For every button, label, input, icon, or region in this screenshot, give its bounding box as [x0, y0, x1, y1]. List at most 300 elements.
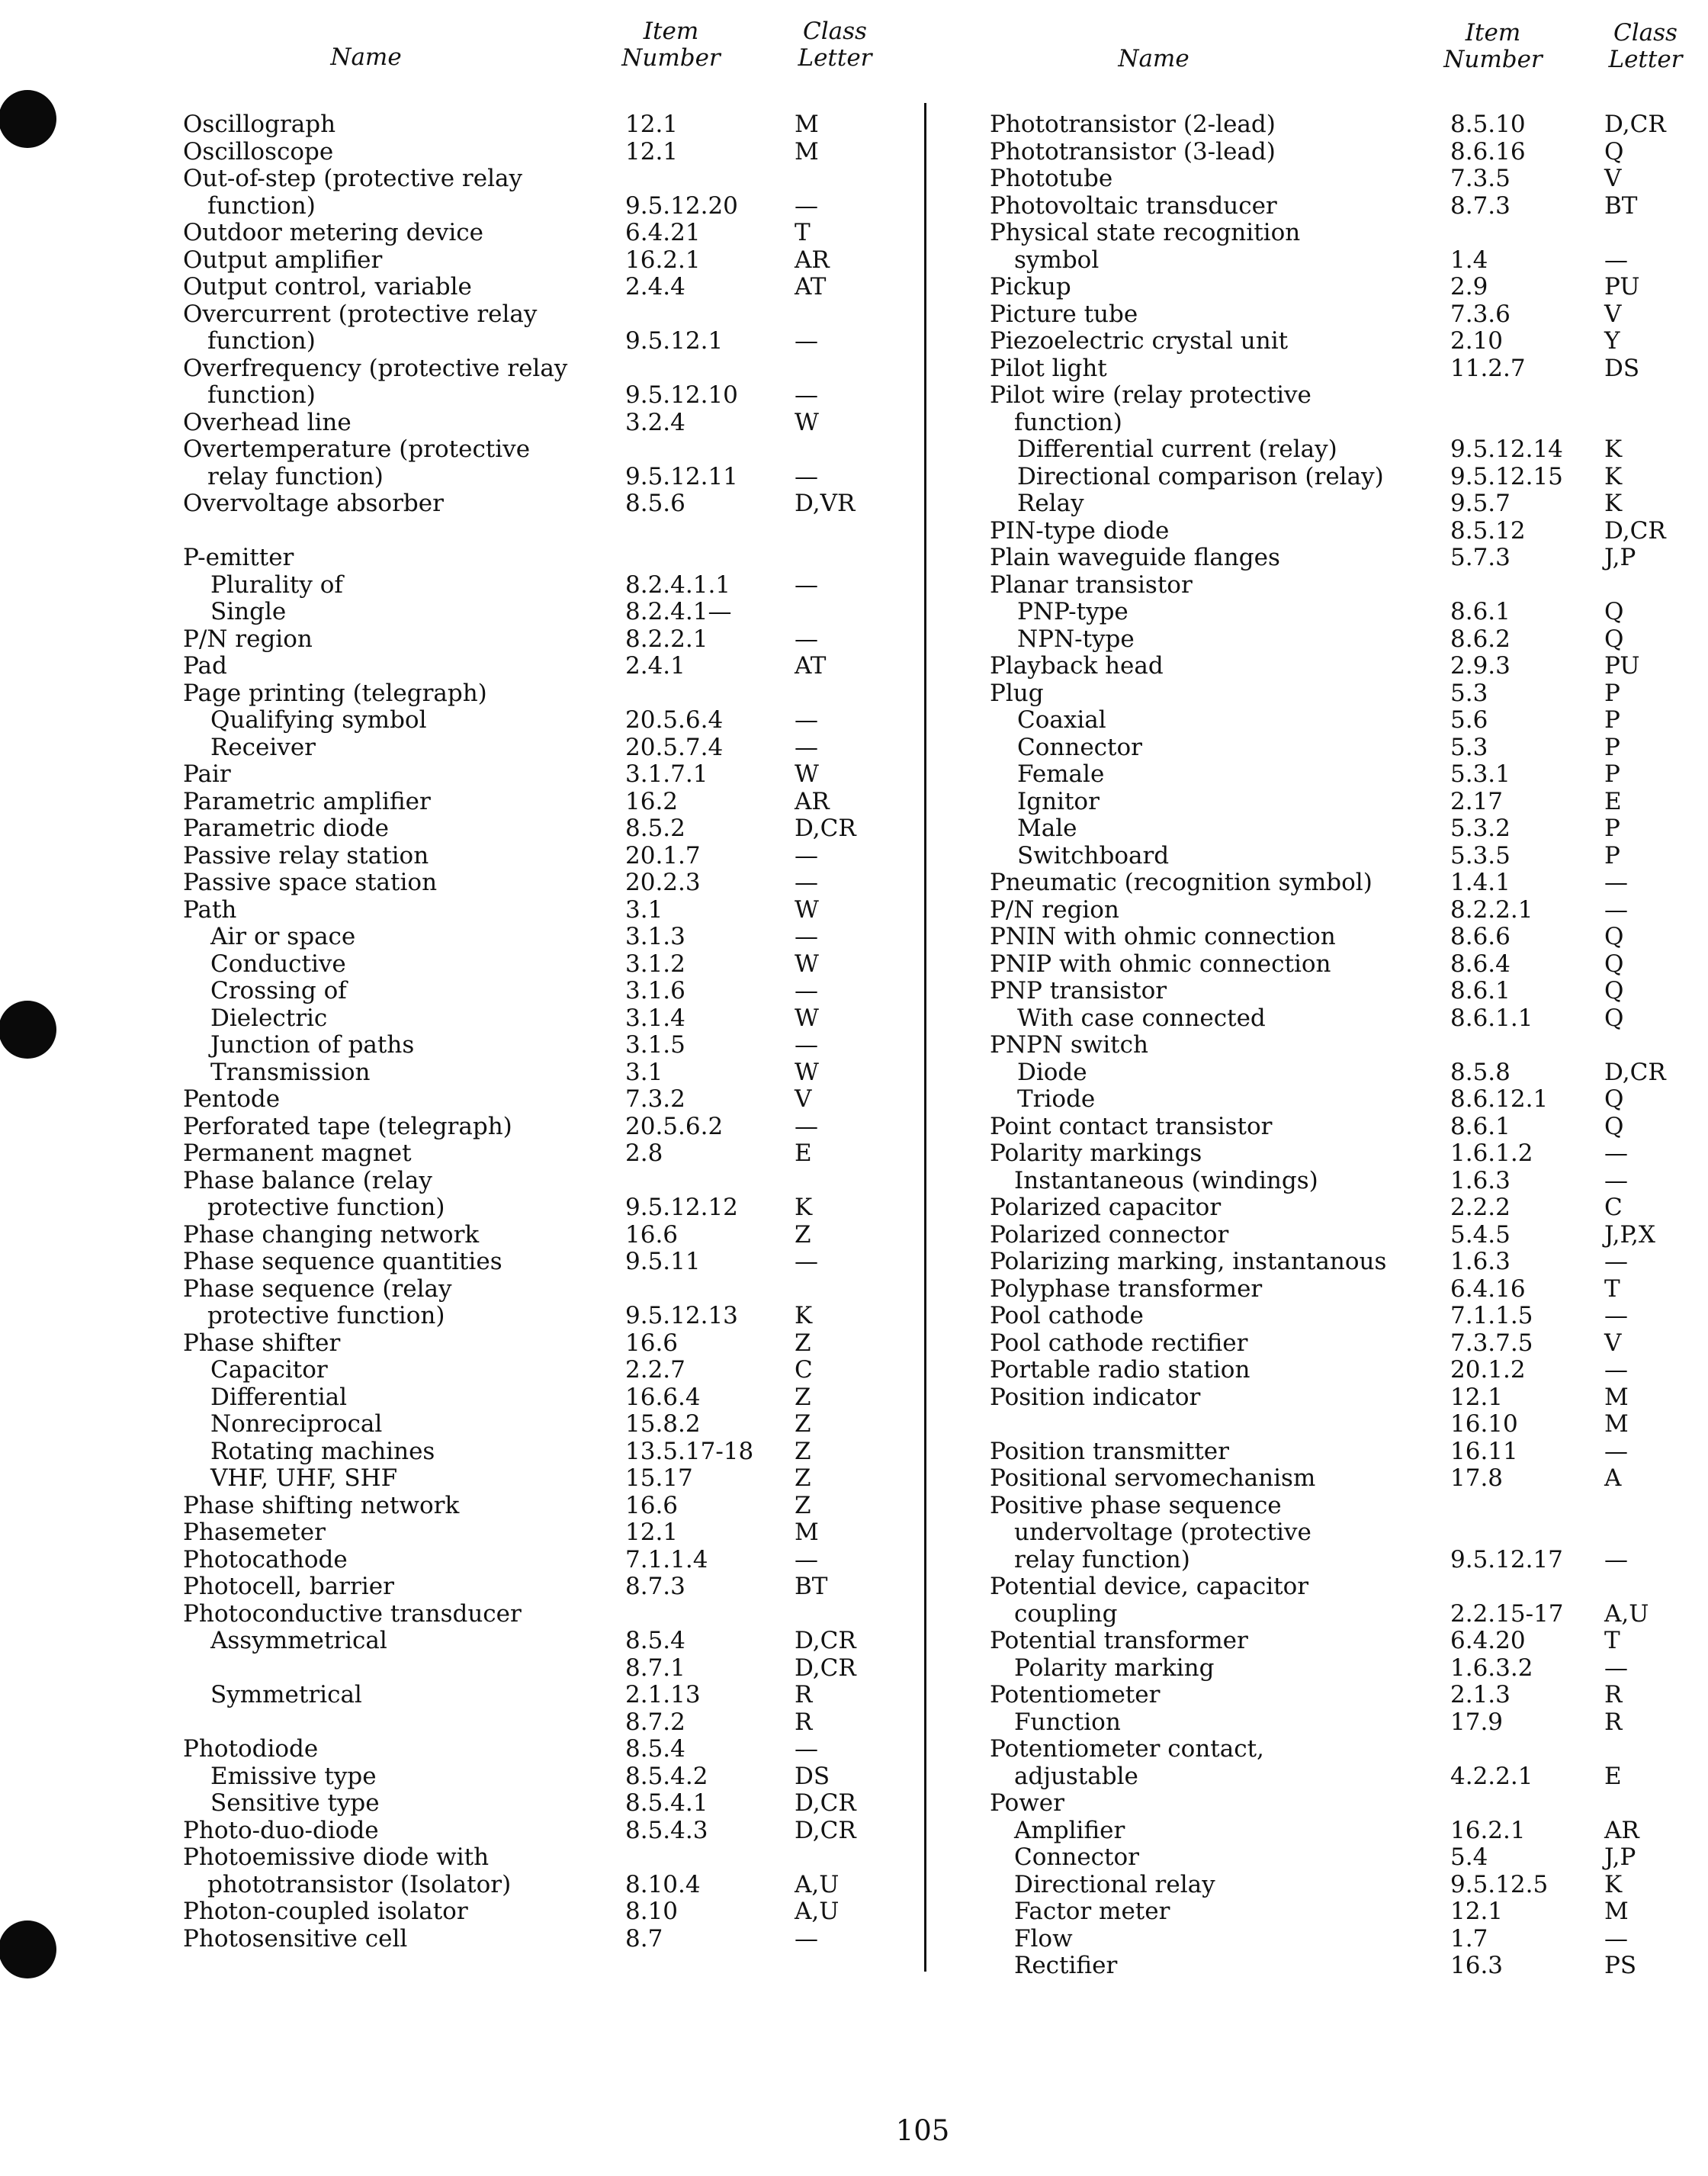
class-letter: —: [1604, 1545, 1628, 1573]
entry-name: Position indicator: [990, 1383, 1201, 1411]
table-row: [990, 1818, 1695, 1845]
left-entry-list: [183, 111, 884, 1953]
item-number: 7.3.6: [1450, 300, 1511, 328]
item-number: 20.1.2: [1450, 1356, 1526, 1384]
item-number: 11.2.7: [1450, 354, 1526, 382]
entry-name: PNP-type: [1017, 598, 1128, 625]
entry-name: Photocell, barrier: [183, 1573, 394, 1600]
class-letter: Z: [795, 1383, 811, 1411]
item-number: 5.4: [1450, 1843, 1488, 1871]
left-column: [183, 15, 884, 1953]
class-letter: —: [1604, 1139, 1628, 1167]
class-letter: R: [1604, 1708, 1623, 1736]
class-letter: —: [795, 1924, 818, 1953]
table-row: [990, 761, 1695, 789]
class-letter: —: [795, 1112, 818, 1140]
table-row: [183, 1872, 884, 1899]
table-row: [183, 1573, 884, 1601]
class-letter: J,P: [1604, 544, 1636, 571]
item-number: 2.2.7: [625, 1356, 685, 1384]
class-letter: —: [1604, 1166, 1628, 1194]
table-row: [183, 626, 884, 654]
entry-name: P-emitter: [183, 544, 294, 571]
item-number: 5.6: [1450, 706, 1488, 734]
class-letter: Q: [1604, 923, 1624, 950]
class-letter: —: [1604, 869, 1628, 896]
entry-name: Rotating machines: [210, 1437, 435, 1465]
table-row: [183, 1818, 884, 1845]
item-number: 1.6.3: [1450, 1248, 1511, 1275]
entry-name: Pickup: [990, 273, 1071, 301]
class-letter: BT: [1604, 191, 1638, 220]
class-letter: —: [795, 977, 818, 1004]
table-row: [990, 1926, 1695, 1953]
table-row: [990, 490, 1695, 518]
item-number: 16.2.1: [1450, 1816, 1526, 1844]
entry-name: Photon-coupled isolator: [183, 1898, 468, 1925]
item-number: 1.6.3: [1450, 1166, 1511, 1194]
class-letter: M: [1604, 1410, 1629, 1438]
table-row: [990, 1872, 1695, 1899]
entry-name: Pentode: [183, 1085, 281, 1113]
table-row: [990, 1953, 1695, 1980]
table-row: [990, 1005, 1695, 1033]
table-row: [183, 1926, 884, 1953]
entry-name: P/N region: [183, 625, 313, 653]
class-letter: —: [795, 327, 818, 355]
entry-name: relay function): [207, 462, 384, 490]
class-letter: D,CR: [795, 1627, 856, 1654]
class-letter: Q: [1604, 1004, 1624, 1032]
item-number: 2.9.3: [1450, 652, 1511, 680]
table-row: [990, 1655, 1695, 1683]
item-number: 5.7.3: [1450, 544, 1511, 571]
class-letter: —: [795, 191, 818, 220]
entry-name: Junction of paths: [210, 1031, 415, 1059]
item-number: 15.8.2: [625, 1410, 701, 1438]
class-letter: V: [795, 1085, 812, 1113]
table-row: [183, 220, 884, 247]
item-number: 8.2.2.1: [625, 625, 708, 653]
item-number: 3.1.4: [625, 1004, 685, 1032]
table-row: [990, 1330, 1695, 1358]
class-letter: T: [1604, 1274, 1620, 1303]
entry-name: Amplifier: [1014, 1816, 1125, 1844]
table-row: [183, 761, 884, 789]
table-row: [183, 1709, 884, 1737]
entry-name: Polarity marking: [1014, 1654, 1215, 1682]
table-row: [183, 518, 884, 545]
item-number: 2.9: [1450, 273, 1488, 301]
class-letter: —: [795, 625, 818, 653]
table-row: [990, 1086, 1695, 1114]
table-row: [990, 978, 1695, 1005]
entry-name: Polarized connector: [990, 1220, 1229, 1249]
class-letter: —: [795, 923, 818, 950]
entry-name: Phototransistor (3-lead): [990, 137, 1276, 166]
item-number: 8.5.6: [625, 490, 685, 517]
class-letter: AT: [795, 652, 827, 680]
entry-name: Polyphase transformer: [990, 1274, 1263, 1303]
table-row: [990, 301, 1695, 329]
item-number: 2.4.4: [625, 273, 685, 301]
item-number: 8.5.12: [1450, 516, 1526, 545]
class-letter: PU: [1604, 652, 1640, 680]
table-row: [990, 355, 1695, 383]
item-number: 12.1: [1450, 1898, 1504, 1925]
table-row: [183, 1682, 884, 1709]
entry-name: Position transmitter: [990, 1437, 1229, 1465]
item-header-line2: Number: [621, 44, 721, 72]
entry-name: Potentiometer: [990, 1681, 1161, 1708]
class-letter: PS: [1604, 1952, 1637, 1979]
class-letter: P: [1604, 815, 1620, 842]
entry-name: Piezoelectric crystal unit: [990, 327, 1289, 355]
item-number: 8.5.10: [1450, 111, 1526, 138]
class-letter: —: [1604, 1924, 1628, 1953]
class-letter: —: [1604, 1302, 1628, 1329]
class-letter: V: [1604, 1329, 1622, 1357]
entry-name: Pneumatic (recognition symbol): [990, 869, 1372, 896]
entry-name: Parametric amplifier: [183, 787, 431, 815]
item-number: 8.2.4.1.1: [625, 571, 731, 599]
class-letter: BT: [795, 1573, 828, 1600]
item-number: 8.6.6: [1450, 923, 1511, 950]
class-letter: K: [1604, 490, 1623, 517]
table-row: [990, 1790, 1695, 1818]
entry-name: Assymmetrical: [210, 1627, 387, 1654]
item-number: 8.5.4: [625, 1735, 685, 1763]
table-row: [990, 1059, 1695, 1087]
table-row: [183, 1844, 884, 1872]
class-letter: D,CR: [1604, 516, 1666, 545]
class-letter: Q: [1604, 950, 1624, 978]
entry-name: Ignitor: [1017, 787, 1100, 815]
entry-name: PIN-type diode: [990, 516, 1170, 545]
class-letter: M: [795, 1519, 819, 1546]
table-row: [183, 1601, 884, 1628]
entry-name: phototransistor (Isolator): [207, 1870, 512, 1898]
item-number: 5.3: [1450, 733, 1488, 761]
table-row: [183, 1357, 884, 1384]
item-number: 8.2.2.1: [1450, 895, 1533, 924]
entry-name: function): [207, 191, 316, 220]
entry-name: Factor meter: [1014, 1898, 1170, 1925]
class-letter: —: [795, 1735, 818, 1763]
table-row: [183, 1005, 884, 1033]
item-number: 8.6.4: [1450, 950, 1511, 978]
entry-name: Potential transformer: [990, 1627, 1248, 1654]
entry-name: Path: [183, 895, 237, 924]
class-letter: A: [1604, 1464, 1622, 1492]
entry-name: Relay: [1017, 490, 1084, 517]
entry-name: Female: [1017, 760, 1105, 788]
entry-name: Phase sequence (relay: [183, 1274, 452, 1303]
name-header: Name: [1118, 45, 1190, 72]
table-row: [183, 301, 884, 329]
table-row: [183, 328, 884, 355]
item-number: 8.2.4.1—: [625, 598, 732, 625]
item-number: 16.6: [625, 1329, 679, 1357]
table-row: [990, 572, 1695, 599]
table-row: [183, 978, 884, 1005]
class-letter: D,CR: [795, 1789, 856, 1817]
entry-name: relay function): [1014, 1545, 1190, 1573]
entry-name: Overfrequency (protective relay: [183, 354, 568, 382]
class-header-line1: Class: [1613, 19, 1678, 47]
class-letter: E: [795, 1139, 812, 1167]
class-letter: AT: [795, 273, 827, 301]
table-row: [990, 1222, 1695, 1249]
page-number: 105: [895, 2114, 950, 2147]
entry-name: Photovoltaic transducer: [990, 191, 1277, 220]
entry-name: Plurality of: [210, 571, 343, 599]
item-number: 16.6.4: [625, 1383, 701, 1411]
entry-name: Potentiometer contact,: [990, 1735, 1264, 1763]
entry-name: Photoconductive transducer: [183, 1599, 522, 1628]
table-row: [183, 1898, 884, 1926]
table-row: [183, 1249, 884, 1276]
item-number: 20.5.7.4: [625, 733, 724, 761]
table-row: [183, 1655, 884, 1683]
entry-name: Passive space station: [183, 869, 438, 896]
class-letter: M: [795, 111, 819, 138]
table-row: [183, 734, 884, 762]
item-header-line1: Item: [1465, 19, 1521, 47]
entry-name: PNIN with ohmic connection: [990, 923, 1336, 950]
table-row: [183, 1411, 884, 1438]
entry-name: Conductive: [210, 950, 346, 978]
item-number: 8.7.3: [1450, 191, 1511, 220]
item-number: 9.5.12.15: [1450, 462, 1563, 490]
class-letter: AR: [1604, 1816, 1639, 1844]
table-row: [990, 328, 1695, 355]
class-letter: W: [795, 895, 819, 924]
table-row: [990, 789, 1695, 816]
item-number: 16.11: [1450, 1437, 1518, 1465]
table-row: [183, 436, 884, 464]
entry-name: Flow: [1014, 1924, 1073, 1953]
table-row: [183, 355, 884, 383]
table-row: [183, 1763, 884, 1791]
table-row: [990, 1303, 1695, 1330]
item-number: 3.1: [625, 1058, 663, 1086]
item-number: 7.1.1.4: [625, 1545, 708, 1573]
item-number: 8.10.4: [625, 1870, 701, 1898]
class-letter: J,P: [1604, 1843, 1636, 1871]
entry-name: Picture tube: [990, 300, 1138, 328]
table-row: [990, 1547, 1695, 1574]
item-number: 3.2.4: [625, 408, 685, 436]
entry-name: Photo-duo-diode: [183, 1816, 379, 1844]
item-number: 20.5.6.2: [625, 1112, 724, 1140]
table-row: [183, 1330, 884, 1358]
entry-name: Nonreciprocal: [210, 1410, 383, 1438]
item-number: 16.6: [625, 1220, 679, 1249]
table-row: [183, 1222, 884, 1249]
table-row: [990, 1709, 1695, 1737]
table-row: [990, 897, 1695, 924]
table-row: [183, 1140, 884, 1168]
table-row: [990, 1384, 1695, 1412]
class-letter: T: [1604, 1627, 1620, 1654]
table-row: [990, 1438, 1695, 1466]
item-number: 3.1.5: [625, 1031, 685, 1059]
table-row: [990, 1411, 1695, 1438]
table-row: [990, 1276, 1695, 1303]
table-row: [990, 951, 1695, 979]
item-number: 8.7: [625, 1924, 663, 1953]
entry-name: Instantaneous (windings): [1014, 1166, 1318, 1194]
item-number: 20.5.6.4: [625, 706, 724, 734]
item-number: 1.7: [1450, 1924, 1488, 1953]
item-number: 8.7.3: [625, 1573, 685, 1600]
item-number: 16.2: [625, 787, 679, 815]
item-number: 6.4.21: [625, 219, 701, 246]
item-number: 1.4: [1450, 246, 1488, 274]
table-row: [990, 545, 1695, 572]
class-letter: —: [795, 381, 818, 409]
item-number: 8.5.4: [625, 1627, 685, 1654]
entry-name: Air or space: [210, 923, 356, 950]
class-letter: T: [795, 219, 811, 246]
class-letter: D,CR: [1604, 111, 1666, 138]
item-number: 1.6.3.2: [1450, 1654, 1533, 1682]
item-number: 8.5.4.3: [625, 1816, 708, 1844]
item-number: 7.1.1.5: [1450, 1302, 1533, 1329]
entry-name: Positive phase sequence: [990, 1491, 1282, 1519]
table-row: [183, 490, 884, 518]
entry-name: protective function): [207, 1302, 445, 1329]
item-number: 20.2.3: [625, 869, 701, 896]
table-row: [990, 274, 1695, 301]
class-letter: —: [795, 733, 818, 761]
entry-name: Potential device, capacitor: [990, 1573, 1309, 1600]
table-row: [183, 680, 884, 708]
item-number: 3.1: [625, 895, 663, 924]
class-letter: P: [1604, 706, 1620, 734]
item-number: 15.17: [625, 1464, 693, 1492]
item-number: 3.1.3: [625, 923, 685, 950]
table-row: [183, 410, 884, 437]
class-letter: A,U: [1604, 1599, 1649, 1628]
class-letter: —: [795, 841, 818, 869]
item-number: 9.5.7: [1450, 490, 1511, 517]
item-number: 2.17: [1450, 787, 1504, 815]
item-number: 2.10: [1450, 327, 1504, 355]
item-number: 9.5.12.10: [625, 381, 738, 409]
entry-name: PNPN switch: [990, 1031, 1148, 1059]
class-letter: Z: [795, 1410, 811, 1438]
class-letter: K: [795, 1302, 813, 1329]
table-row: [990, 1249, 1695, 1276]
item-number: 8.10: [625, 1898, 679, 1925]
item-number: 16.10: [1450, 1410, 1518, 1438]
class-letter: A,U: [795, 1870, 840, 1898]
table-row: [183, 599, 884, 626]
entry-name: Out-of-step (protective relay: [183, 165, 522, 192]
table-row: [183, 382, 884, 410]
class-letter: D,CR: [1604, 1058, 1666, 1086]
table-row: [183, 1736, 884, 1763]
class-letter: W: [795, 950, 819, 978]
class-letter: Q: [1604, 977, 1624, 1004]
item-number: 17.8: [1450, 1464, 1504, 1492]
entry-name: Pilot light: [990, 354, 1107, 382]
entry-name: Dielectric: [210, 1004, 328, 1032]
entry-name: Rectifier: [1014, 1952, 1118, 1979]
table-row: [183, 815, 884, 843]
class-letter: E: [1604, 787, 1622, 815]
item-number: 9.5.12.1: [625, 327, 724, 355]
entry-name: Photosensitive cell: [183, 1924, 408, 1953]
class-letter: Z: [795, 1220, 811, 1249]
table-row: [990, 1032, 1695, 1059]
table-row: [990, 464, 1695, 491]
entry-name: Oscillograph: [183, 111, 336, 138]
entry-name: NPN-type: [1017, 625, 1135, 653]
item-number: 4.2.2.1: [1450, 1762, 1533, 1790]
entry-name: Male: [1017, 815, 1077, 842]
item-number: 13.5.17-18: [625, 1437, 754, 1465]
entry-name: Capacitor: [210, 1356, 328, 1384]
class-letter: P: [1604, 760, 1620, 788]
table-row: [183, 1086, 884, 1114]
entry-name: Polarizing marking, instantanous: [990, 1248, 1387, 1275]
table-row: [990, 1519, 1695, 1547]
entry-name: Positional servomechanism: [990, 1464, 1316, 1492]
entry-name: Crossing of: [210, 977, 347, 1004]
class-letter: —: [1604, 1248, 1628, 1275]
table-row: [990, 1898, 1695, 1926]
table-row: [183, 951, 884, 979]
table-row: [183, 707, 884, 734]
entry-name: Parametric diode: [183, 815, 390, 842]
entry-name: Differential current (relay): [1017, 436, 1337, 463]
table-row: [183, 166, 884, 193]
item-number: 9.5.12.11: [625, 462, 738, 490]
entry-name: Overtemperature (protective: [183, 436, 531, 463]
class-letter: —: [1604, 1654, 1628, 1682]
class-letter: Z: [795, 1437, 811, 1465]
class-letter: C: [1604, 1194, 1623, 1221]
table-row: [183, 274, 884, 301]
table-row: [183, 1438, 884, 1466]
table-row: [990, 436, 1695, 464]
table-row: [183, 1465, 884, 1493]
entry-name: Pilot wire (relay protective: [990, 381, 1312, 409]
entry-name: Phototube: [990, 165, 1113, 192]
class-letter: —: [1604, 246, 1628, 274]
class-letter: Z: [795, 1464, 811, 1492]
table-row: [990, 599, 1695, 626]
item-number: 9.5.12.5: [1450, 1870, 1549, 1898]
class-letter: Q: [1604, 598, 1624, 625]
item-number: 2.2.15-17: [1450, 1599, 1564, 1628]
entry-name: Connector: [1014, 1843, 1139, 1871]
table-row: [183, 789, 884, 816]
class-letter: —: [795, 1545, 818, 1573]
item-number: 12.1: [1450, 1383, 1504, 1411]
class-letter: —: [1604, 1356, 1628, 1384]
class-letter: Y: [1604, 327, 1620, 355]
table-row: [183, 653, 884, 680]
entry-name: coupling: [1014, 1599, 1118, 1628]
class-letter: D,CR: [795, 815, 856, 842]
entry-name: Differential: [210, 1383, 348, 1411]
class-letter: V: [1604, 165, 1622, 192]
item-number: 8.5.8: [1450, 1058, 1511, 1086]
